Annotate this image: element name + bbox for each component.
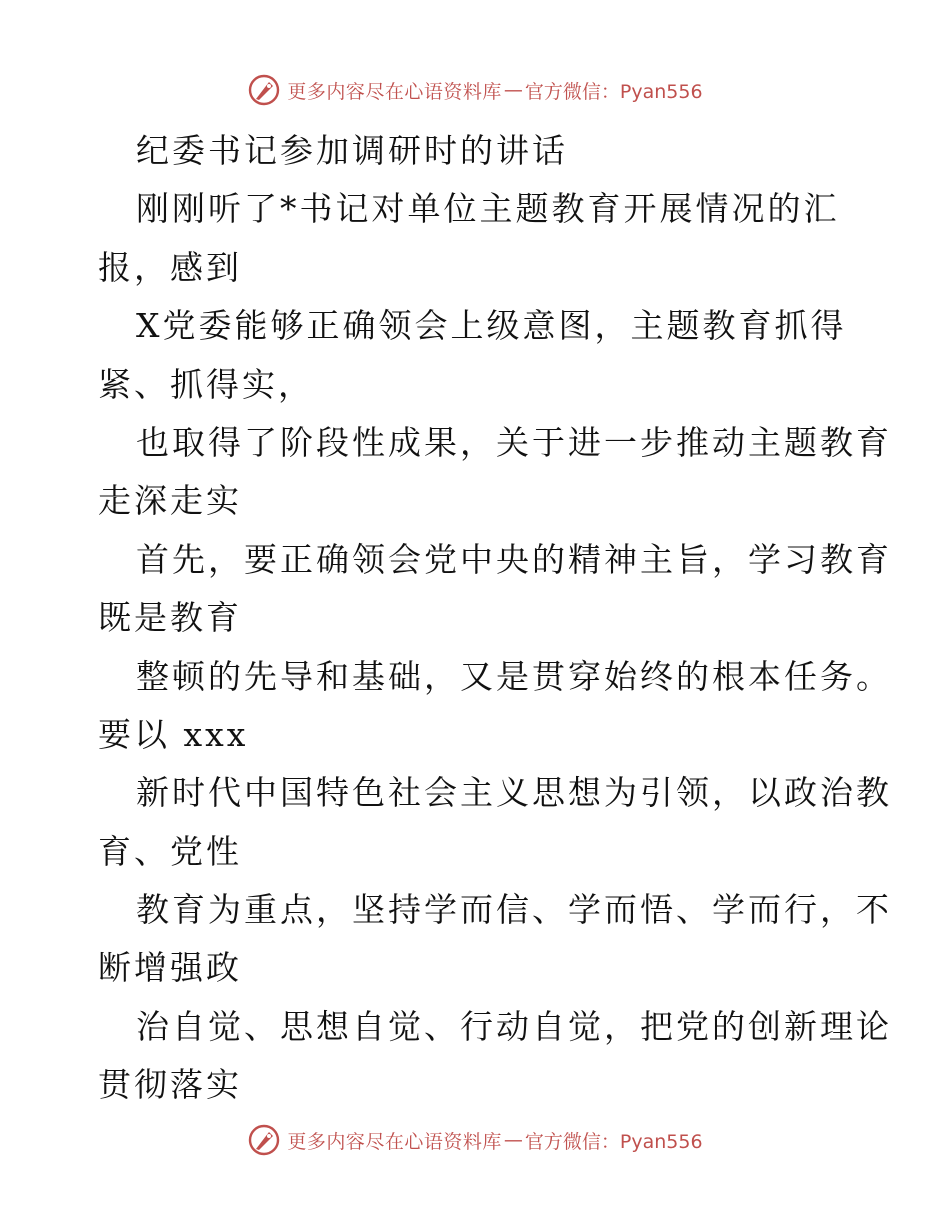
text-line: 刚刚听了*书记对单位主题教育开展情况的汇 [136, 189, 840, 229]
banner-contact: 官方微信：Pyan556 [524, 1130, 703, 1153]
text-line: 紧、抓得实， [98, 364, 314, 404]
banner-contact: 官方微信：Pyan556 [524, 80, 703, 103]
text-line: 报，感到 [98, 247, 242, 287]
text-line: 要以 xxx [98, 714, 249, 754]
text-line: 既是教育 [98, 598, 242, 638]
text-line: 首先，要正确领会党中央的精神主旨，学习教育 [136, 539, 892, 579]
pen-nib-logo-icon [247, 73, 281, 107]
text-line: 断增强政 [98, 948, 242, 988]
banner-dash: — [503, 1129, 523, 1151]
text-line: 新时代中国特色社会主义思想为引领，以政治教 [136, 773, 892, 813]
text-line: 走深走实 [98, 481, 242, 521]
text-line: 育、党性 [98, 831, 242, 871]
banner-dash: — [503, 79, 523, 101]
text-line: 治自觉、思想自觉、行动自觉，把党的创新理论 [136, 1006, 892, 1046]
document-body [98, 122, 892, 1115]
header-banner [0, 70, 950, 110]
text-line: 纪委书记参加调研时的讲话 [136, 131, 568, 170]
text-line: 整顿的先导和基础，又是贯穿始终的根本任务。 [136, 656, 892, 696]
footer-banner [0, 1120, 950, 1160]
banner-text: 更多内容尽在心语资料库 [287, 1130, 502, 1153]
text-line: X党委能够正确领会上级意图，主题教育抓得 [136, 306, 847, 346]
text-line: 贯彻落实 [98, 1065, 242, 1105]
pen-nib-logo-icon [247, 1123, 281, 1157]
text-line: 教育为重点，坚持学而信、学而悟、学而行，不 [136, 890, 892, 930]
banner-text: 更多内容尽在心语资料库 [287, 80, 502, 103]
text-line: 也取得了阶段性成果，关于进一步推动主题教育 [136, 422, 892, 462]
